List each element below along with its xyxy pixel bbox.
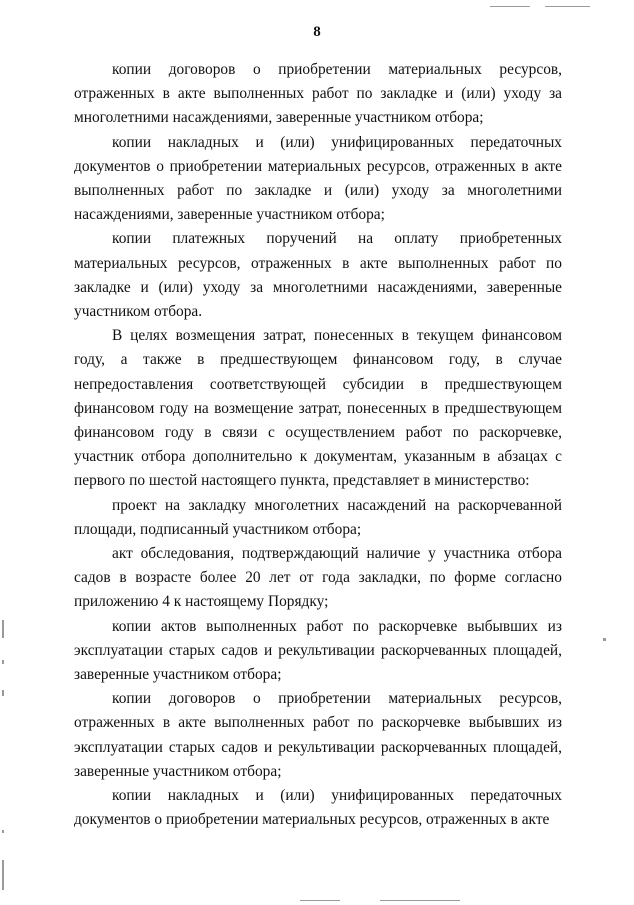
paragraph: копии актов выполненных работ по раскорчевке выбывших из эксплуатации старых садов и рекультивации раскорчеванных площадей, заверенные участником отбора; [74, 617, 562, 684]
paragraph: копии накладных и (или) унифицированных передаточных документов о приобретении материальных ресурсов, отраженных в акте выполненных работ по закладке и (или) уходу за многолетними насаждениями, заверенные участником отбора; [74, 133, 562, 224]
scan-artifact-top-line [545, 6, 590, 7]
document-body [74, 58, 562, 833]
scan-artifact-top-line [490, 6, 530, 7]
paragraph: проект на закладку многолетних насаждений на раскорчеванной площади, подписанный участником отбора; [74, 496, 562, 538]
paragraph: копии договоров о приобретении материальных ресурсов, отраженных в акте выполненных работ по раскорчевке выбывших из эксплуатации старых садов и рекультивации раскорчеванных площадей, заверенные участником отбора; [74, 690, 562, 780]
scan-artifact-speck [2, 690, 4, 696]
page-number: 8 [313, 24, 321, 40]
paragraph: акт обследования, подтверждающий наличие у участника отбора садов в возрасте более 20 лет от года закладки, по форме согласно приложению 4 к настоящему Порядку; [74, 545, 562, 611]
scan-artifact-speck [2, 660, 4, 664]
scan-artifact-speck [603, 638, 606, 641]
scan-artifact-bottom-line [300, 900, 340, 901]
scan-artifact-speck [2, 830, 4, 833]
scan-artifact-bottom-line [380, 900, 460, 901]
scan-artifact-speck [2, 860, 4, 890]
paragraph: В целях возмещения затрат, понесенных в текущем финансовом году, а также в предшествующем финансовом году, в случае непредоставления соответствующей субсидии в предшествующем финансовом году на возмещение затрат, понесенных в предшествующем финансовом году в связи с осуществлением работ по раскорчевке, участник отбора дополнительно к документам, указанным в абзацах с первого по шестой настоящего пункта, представляет в министерство: [74, 327, 562, 490]
paragraph: копии накладных и (или) унифицированных передаточных документов о приобретении материальных ресурсов, отраженных в акте [74, 787, 562, 829]
paragraph: копии договоров о приобретении материальных ресурсов, отраженных в акте выполненных работ по закладке и (или) уходу за многолетними насаждениями, заверенные участником отбора; [74, 61, 562, 127]
scan-artifact-speck [2, 620, 4, 638]
paragraph: копии платежных поручений на оплату приобретенных материальных ресурсов, отраженных в акте выполненных работ по закладке и (или) уходу за многолетними насаждениями, заверенные участником отбора. [74, 230, 562, 321]
